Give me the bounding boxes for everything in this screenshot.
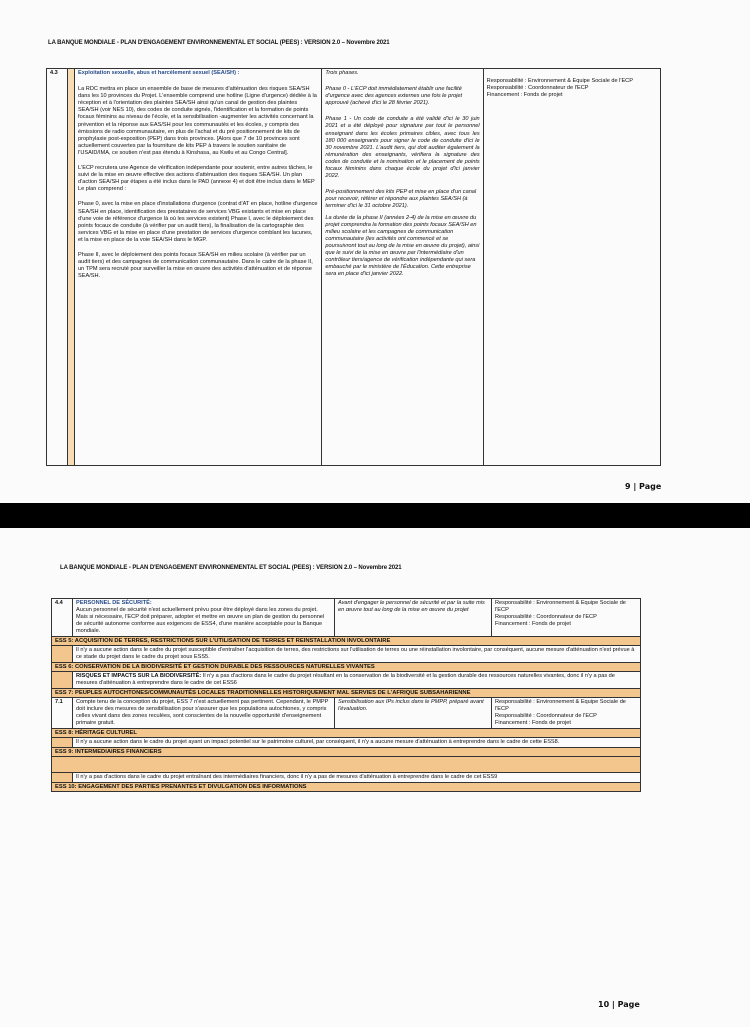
ess6-text: Il n'y a pas d'actions dans le cadre du projet résultant en la conservation de la biodiversité et la gestion durable des ressources naturelles vivantes, donc il n'y a pas de mesures d'atténuation à entreprendre dans le cadre de cet ESS6 (76, 673, 615, 686)
row-number: 7.1 (52, 698, 73, 729)
measure-paragraph-2: L'ECP recrutera une Agence de vérification indépendante pour soutenir, entre autres tâches, le suivi de la mise en œuvre effective des actions d'atténuation des risques SEA/SH. Un plan d'action SEA/SH par étapes a été inclus dans le PAD (annexe 4) et doit être inclus dans le MEP Le plan comprend : (78, 165, 315, 193)
ess9-spacer (52, 757, 641, 773)
row-number: 4.4 (52, 599, 73, 637)
timing-line-5: La durée de la phase II (années 2-4) de la mise en œuvre du projet comprendra la formation des points focaux SEA/SH en milieu scolaire et les campagnes de communication communautaire (les activités ont commencé et se poursuivront tout au long de la mise en œuvre du projet), ainsi que le suivi de la mise en œuvre par l'intermédiaire d'un contrôleur tiers/agence de vérification indépendante qui sera embauché par le ministère de l'Éducation. Cette entreprise sera en place d'ici janvier 2022. (325, 214, 480, 278)
responsibility-cell (483, 69, 660, 466)
ess5-marker (52, 646, 73, 663)
document-page-10 (0, 528, 750, 1027)
document-page-9 (0, 0, 750, 503)
ess6-label: RISQUES ET IMPACTS SUR LA BIODIVERSITÉ: (76, 673, 202, 679)
ess8-text: Il n'y a aucune action dans le cadre du projet ayant un impact potentiel sur le patrimoine culturel, par conséquent, il n'y a aucune mesure d'atténuation à entreprendre dans le cadre de cette ESS8. (73, 738, 641, 748)
responsibility-line-2: Responsabilité : Coordonnateur de l'ECP (486, 85, 589, 92)
commitment-table (51, 598, 641, 792)
timing-line-1: Trois phases. (325, 70, 359, 76)
timing-line-2: Phase 0 - L'ECP doit immédiatement établir une facilité d'urgence avec des agences externes une fois le projet approuvé (achevé d'ici le 28 février 2021). (325, 86, 463, 107)
measure-paragraph-1: La RDC mettra en place un ensemble de base de mesures d'atténuation des risques SEA/SH dans les 10 provinces du Projet. L'ensemble comprend une hotline (Ligne d'urgence) dédiée à la réception et à l'orientation des plaintes SEA/SH ainsi qu'un canal de gestion des plaintes SEA/SH (voir NES 10), des codes de conduite signés, l'identification et la formation de points focaux féminins au niveau de l'école, et la sensibilisation -augmenter les activités concernant la prévention et la réponse aux EAS/SH pour les communautés et les écoles, y compris des émissions de radio communautaire, en plus de l'achat et du pré positionnement de kits de prophylaxie post-exposition (PEP) dans trois provinces. [Alors que 7 de 10 provinces sont actuellement couvertes par la fourniture de kits PEP à travers le soutien sanitaire de l'USAID/IMA, ce soutien n'est pas étendu à Kinshasa, au Kwilu et au Congo Central]. (78, 86, 317, 156)
financing-line: Financement : Fonds de projet (495, 621, 571, 627)
ess5-heading: ESS 5: ACQUISITION DE TERRES, RESTRICTIONS SUR L'UTILISATION DE TERRES ET REINSTALLATION INVOLONTAIRE (52, 637, 641, 646)
financing-line: Financement : Fonds de projet (495, 720, 571, 726)
timing-cell: Avant d'engager le personnel de sécurité et par la suite mis en œuvre tout au long de la mise en œuvre du projet (335, 599, 492, 637)
ess8-heading: ESS 8: HÉRITAGE CULTUREL (52, 729, 641, 738)
ess5-text: Il n'y a aucune action dans le cadre du projet susceptible d'entraîner l'acquisition de terres, des restrictions sur l'utilisation de terres ou une réinstallation involontaire, par conséquent, aucune mesure d'atténuation n'est prévue à ce stade du projet dans le cadre du projet sous ESS5. (73, 646, 641, 663)
row-title: Exploitation sexuelle, abus et harcèlement sexuel (SEA/SH) : (78, 70, 240, 76)
ess10-heading: ESS 10: ENGAGEMENT DES PARTIES PRENANTES ET DIVULGATION DES INFORMATIONS (52, 783, 641, 792)
row-title: PERSONNEL DE SÉCURITÉ: (76, 600, 152, 606)
page-header: LA BANQUE MONDIALE - PLAN D'ENGAGEMENT ENVIRONNEMENTAL ET SOCIAL (PEES) : VERSION 2.0 – Novembre 2021 (60, 565, 402, 571)
measure-text: Aucun personnel de sécurité n'est actuellement prévu pour être déployé dans les zones du projet. Mais si nécessaire, l'ECP doit préparer, adopter et mettre en œuvre un plan de gestion du personnel de sécurité autonome conforme aux exigences de ESS4, d'une manière acceptable pour la Banque mondiale. (76, 607, 325, 634)
ess9-text: Il n'y a pas d'actions dans le cadre du projet entraînant des intermédiaires financiers, donc il n'y a pas de mesures d'atténuation à entreprendre dans le cadre de cet ESS9 (73, 773, 641, 783)
timing-cell (322, 69, 483, 466)
ess7-heading: ESS 7: PEUPLES AUTOCHTONES/COMMUNAUTÉS LOCALES TRADITIONNELLES HISTORIQUEMENT MAL SERVIES DE L'AFRIQUE SUBSAHARIENNE (52, 689, 641, 698)
responsibility-line-1: Responsabilité : Environnement & Equipe Sociale de l'ECP (486, 78, 633, 84)
ess7-timing: Sensibilisation aux IPs inclus dans le PMPP, préparé avant l'évaluation. (335, 698, 492, 729)
row-number: 4.3 (47, 69, 68, 466)
row-marker (68, 69, 75, 466)
page-header: LA BANQUE MONDIALE - PLAN D'ENGAGEMENT ENVIRONNEMENTAL ET SOCIAL (PEES) : VERSION 2.0 – Novembre 2021 (48, 40, 390, 46)
responsibility-cell (492, 599, 641, 637)
ess6-marker (52, 672, 73, 689)
measure-cell (73, 599, 335, 637)
page-number: 9 | Page (625, 482, 662, 491)
ess7-responsibility (492, 698, 641, 729)
ess9-heading: ESS 9: INTERMEDIAIRES FINANCIERS (52, 748, 641, 757)
measure-paragraph-4: Phase II, avec le déploiement des points focaux SEA/SH en milieu scolaire (à vérifier par un audit tiers) et des campagnes de communication communautaire. Dans le cadre de la phase II, un TPM sera recruté pour surveiller la mise en œuvre des activités d'atténuation et de réponse SEA/SH. (78, 251, 313, 280)
ess6-heading: ESS 6: CONSERVATION DE LA BIODIVERSITÉ ET GESTION DURABLE DES RESSOURCES NATURELLES VIVANTES (52, 663, 641, 672)
responsibility-line-2: Responsabilité : Coordonnateur de l'ECP (495, 614, 597, 620)
measure-paragraph-3: Phase 0, avec la mise en place d'installations d'urgence (contrat d'AT en place, hotline d'urgence SEA/SH en place, identification des prestataires de services VBG existants et mise en place d'une voie de référence d'urgence là où les services existent) Phase I, avec le déploiement des points focaux de conduite (à vérifier par un audit tiers), la finalisation de la cartographie des services VBG et la mise en place d'une prestation de services d'urgence comblant les lacunes, et la mise en place de la voie SEA/SH dans le MGP. (78, 201, 318, 243)
responsibility-line-2: Responsabilité : Coordonnateur de l'ECP (495, 713, 597, 719)
page-number: 10 | Page (598, 1000, 640, 1009)
financing-line: Financement : Fonds de projet (486, 92, 563, 99)
ess7-text: Compte tenu de la conception du projet, ESS 7 n'est actuellement pas pertinent. Cependant, le PMPP doit inclure des mesures de sensibilisation pour s'assurer que les populations autochtones, y compris celles vivant dans des zones reculées, sont conscientes de la nouvelle opportunité d'enseignement primaire gratuit. (73, 698, 335, 729)
timing-line-4: Pré-positionnement des kits PEP et mise en place d'un canal pour recevoir, référer et répondre aux plaintes SEA/SH (à terminer d'ici le 31 octobre 2021). (325, 189, 477, 210)
commitment-table (46, 68, 661, 466)
measure-cell (75, 69, 322, 466)
ess6-cell (73, 672, 641, 689)
ess9-marker (52, 773, 73, 783)
responsibility-line-1: Responsabilité : Environnement & Equipe Sociale de l'ECP (495, 699, 626, 712)
ess8-marker (52, 738, 73, 748)
timing-line-3: Phase 1 - Un code de conduite a été validé d'ici le 30 juin 2021 et a été déployé pour signature par tout le personnel enseignant dans les écoles primaires cibles, avec tous les 180 000 enseignants pour signer le code de conduite d'ici le 30 novembre 2021. L'audit tiers, qui doit auditer également la rémunération des enseignants, vérifiera la signature des codes de conduite et la nomination et le placement de points focaux féminins dans chaque école du projet d'ici janvier 2022. (325, 116, 480, 180)
responsibility-line-1: Responsabilité : Environnement & Equipe Sociale de l'ECP (495, 600, 626, 613)
